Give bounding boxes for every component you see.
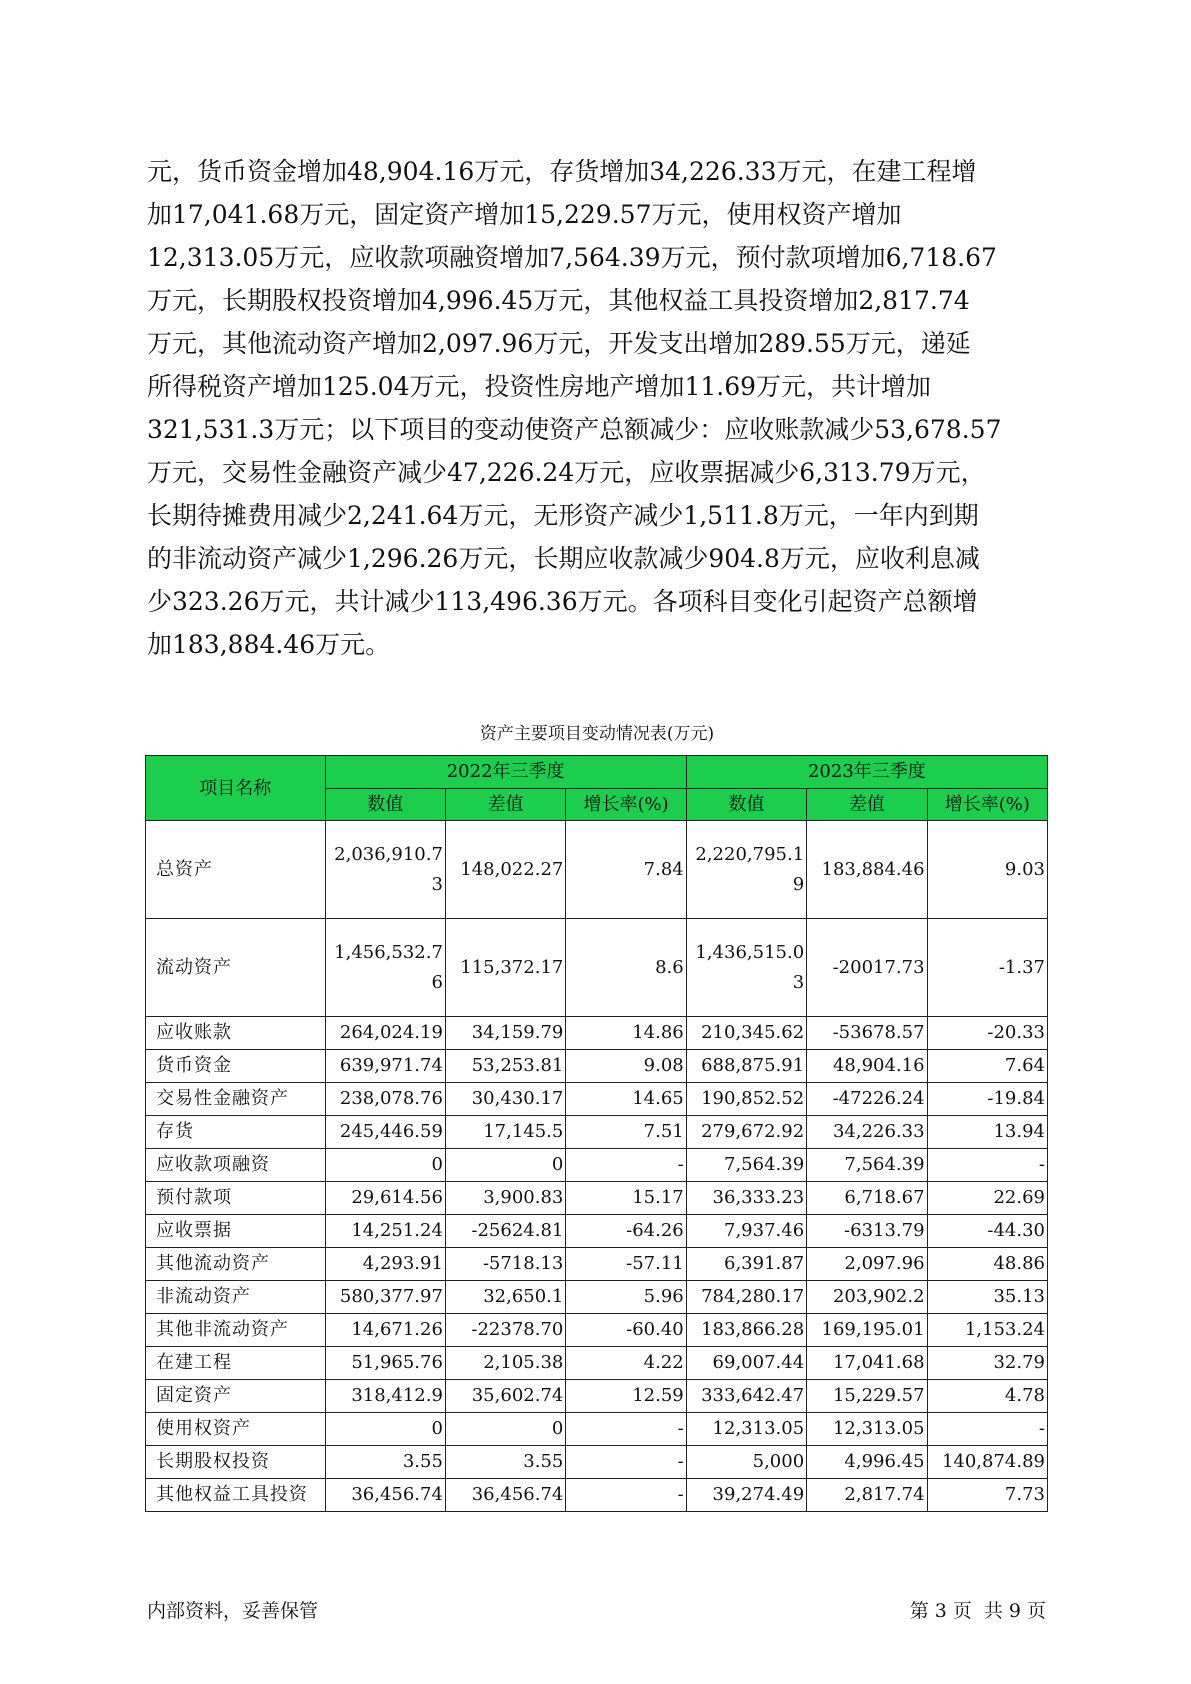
table-row <box>146 1380 1048 1413</box>
diff-2022-cell: 34,159.79 <box>445 1017 565 1050</box>
table-row <box>146 1347 1048 1380</box>
value-2022-cell: 238,078.76 <box>325 1083 445 1116</box>
item-name-cell: 交易性金融资产 <box>146 1083 326 1116</box>
value-2023-cell: 2,220,795.19 <box>686 821 806 919</box>
value-2023-cell: 190,852.52 <box>686 1083 806 1116</box>
item-name-cell: 应收票据 <box>146 1215 326 1248</box>
diff-2022-cell: 3.55 <box>445 1446 565 1479</box>
growth-2022-cell: -64.26 <box>566 1215 686 1248</box>
table-row <box>146 1446 1048 1479</box>
value-2022-cell: 3.55 <box>325 1446 445 1479</box>
item-name-cell: 在建工程 <box>146 1347 326 1380</box>
diff-header-2023: 差值 <box>807 788 927 821</box>
value-2022-cell: 36,456.74 <box>325 1479 445 1512</box>
value-2023-cell: 39,274.49 <box>686 1479 806 1512</box>
table-row <box>146 1050 1048 1083</box>
growth-header-2022: 增长率(%) <box>566 788 686 821</box>
paragraph-line: 12,313.05万元，应收款项融资增加7,564.39万元，预付款项增加6,718.67 <box>147 243 997 272</box>
table-row <box>146 1479 1048 1512</box>
item-name-cell: 存货 <box>146 1116 326 1149</box>
item-name-cell: 其他流动资产 <box>146 1248 326 1281</box>
table-row <box>146 821 1048 919</box>
body-paragraph <box>147 150 1047 666</box>
diff-2023-cell: 15,229.57 <box>807 1380 927 1413</box>
period-2023-header: 2023年三季度 <box>686 756 1047 789</box>
table-row <box>146 1248 1048 1281</box>
growth-2023-cell: 13.94 <box>927 1116 1047 1149</box>
diff-2023-cell: 203,902.2 <box>807 1281 927 1314</box>
page-word: 第 <box>909 1600 929 1622</box>
table-body <box>146 821 1048 1512</box>
paragraph-line: 万元，其他流动资产增加2,097.96万元，开发支出增加289.55万元，递延 <box>147 329 971 358</box>
growth-2023-cell: 48.86 <box>927 1248 1047 1281</box>
diff-2022-cell: 30,430.17 <box>445 1083 565 1116</box>
total-unit: 页 <box>1026 1600 1046 1622</box>
diff-2022-cell: 148,022.27 <box>445 821 565 919</box>
paragraph-line: 万元，交易性金融资产减少47,226.24万元，应收票据减少6,313.79万元， <box>147 458 986 487</box>
growth-2023-cell: 32.79 <box>927 1347 1047 1380</box>
period-2022-header: 2022年三季度 <box>325 756 686 789</box>
growth-2023-cell: 9.03 <box>927 821 1047 919</box>
item-name-cell: 应收款项融资 <box>146 1149 326 1182</box>
item-name-cell: 流动资产 <box>146 919 326 1017</box>
diff-2022-cell: 35,602.74 <box>445 1380 565 1413</box>
growth-2022-cell: 7.84 <box>566 821 686 919</box>
growth-2022-cell: 15.17 <box>566 1182 686 1215</box>
value-2022-cell: 264,024.19 <box>325 1017 445 1050</box>
value-2022-cell: 245,446.59 <box>325 1116 445 1149</box>
growth-2023-cell: 7.73 <box>927 1479 1047 1512</box>
table-row <box>146 1314 1048 1347</box>
growth-2022-cell: 7.51 <box>566 1116 686 1149</box>
diff-2022-cell: 0 <box>445 1149 565 1182</box>
diff-2023-cell: 6,718.67 <box>807 1182 927 1215</box>
value-2022-cell: 0 <box>325 1413 445 1446</box>
diff-2022-cell: 115,372.17 <box>445 919 565 1017</box>
item-name-cell: 使用权资产 <box>146 1413 326 1446</box>
value-2023-cell: 36,333.23 <box>686 1182 806 1215</box>
diff-2023-cell: 2,817.74 <box>807 1479 927 1512</box>
diff-2022-cell: 53,253.81 <box>445 1050 565 1083</box>
item-name-cell: 预付款项 <box>146 1182 326 1215</box>
diff-2022-cell: -5718.13 <box>445 1248 565 1281</box>
item-name-cell: 总资产 <box>146 821 326 919</box>
table-row <box>146 919 1048 1017</box>
total-word: 共 <box>983 1600 1003 1622</box>
value-2022-cell: 639,971.74 <box>325 1050 445 1083</box>
value-header-2023: 数值 <box>686 788 806 821</box>
paragraph-line: 少323.26万元，共计减少113,496.36万元。各项科目变化引起资产总额增 <box>147 587 978 616</box>
growth-2022-cell: 14.86 <box>566 1017 686 1050</box>
growth-2022-cell: - <box>566 1149 686 1182</box>
diff-header-2022: 差值 <box>445 788 565 821</box>
growth-2023-cell: 4.78 <box>927 1380 1047 1413</box>
confidential-note: 内部资料，妥善保管 <box>147 1600 319 1622</box>
item-name-cell: 长期股权投资 <box>146 1446 326 1479</box>
item-name-cell: 其他非流动资产 <box>146 1314 326 1347</box>
table-row <box>146 1083 1048 1116</box>
table-row <box>146 1413 1048 1446</box>
value-2023-cell: 69,007.44 <box>686 1347 806 1380</box>
diff-2022-cell: 17,145.5 <box>445 1116 565 1149</box>
diff-2023-cell: -6313.79 <box>807 1215 927 1248</box>
growth-2023-cell: 7.64 <box>927 1050 1047 1083</box>
diff-2023-cell: -47226.24 <box>807 1083 927 1116</box>
diff-2022-cell: 32,650.1 <box>445 1281 565 1314</box>
diff-2022-cell: -25624.81 <box>445 1215 565 1248</box>
value-2023-cell: 1,436,515.03 <box>686 919 806 1017</box>
diff-2023-cell: 7,564.39 <box>807 1149 927 1182</box>
asset-change-table <box>145 755 1048 1512</box>
value-2022-cell: 2,036,910.73 <box>325 821 445 919</box>
paragraph-line: 所得税资产增加125.04万元，投资性房地产增加11.69万元，共计增加 <box>147 372 932 401</box>
diff-2023-cell: 12,313.05 <box>807 1413 927 1446</box>
growth-2023-cell: 35.13 <box>927 1281 1047 1314</box>
growth-header-2023: 增长率(%) <box>927 788 1047 821</box>
value-2023-cell: 7,564.39 <box>686 1149 806 1182</box>
value-2022-cell: 29,614.56 <box>325 1182 445 1215</box>
value-2022-cell: 4,293.91 <box>325 1248 445 1281</box>
growth-2022-cell: 5.96 <box>566 1281 686 1314</box>
growth-2022-cell: - <box>566 1413 686 1446</box>
growth-2023-cell: -1.37 <box>927 919 1047 1017</box>
item-name-header: 项目名称 <box>146 756 326 821</box>
value-2023-cell: 7,937.46 <box>686 1215 806 1248</box>
value-2023-cell: 210,345.62 <box>686 1017 806 1050</box>
paragraph-line: 元，货币资金增加48,904.16万元，存货增加34,226.33万元，在建工程增 <box>147 157 977 186</box>
value-2022-cell: 14,251.24 <box>325 1215 445 1248</box>
growth-2023-cell: -20.33 <box>927 1017 1047 1050</box>
page-total: 9 <box>1008 1600 1021 1622</box>
growth-2023-cell: - <box>927 1149 1047 1182</box>
value-2023-cell: 279,672.92 <box>686 1116 806 1149</box>
value-2022-cell: 1,456,532.76 <box>325 919 445 1017</box>
item-name-cell: 其他权益工具投资 <box>146 1479 326 1512</box>
growth-2022-cell: - <box>566 1479 686 1512</box>
value-2022-cell: 0 <box>325 1149 445 1182</box>
diff-2022-cell: 0 <box>445 1413 565 1446</box>
table-row <box>146 1281 1048 1314</box>
diff-2023-cell: -20017.73 <box>807 919 927 1017</box>
diff-2022-cell: -22378.70 <box>445 1314 565 1347</box>
item-name-cell: 货币资金 <box>146 1050 326 1083</box>
diff-2023-cell: -53678.57 <box>807 1017 927 1050</box>
diff-2023-cell: 34,226.33 <box>807 1116 927 1149</box>
value-2023-cell: 12,313.05 <box>686 1413 806 1446</box>
diff-2023-cell: 17,041.68 <box>807 1347 927 1380</box>
diff-2022-cell: 2,105.38 <box>445 1347 565 1380</box>
growth-2023-cell: 140,874.89 <box>927 1446 1047 1479</box>
diff-2022-cell: 36,456.74 <box>445 1479 565 1512</box>
paragraph-line: 长期待摊费用减少2,241.64万元，无形资产减少1,511.8万元，一年内到期 <box>147 501 979 530</box>
paragraph-line: 加17,041.68万元，固定资产增加15,229.57万元，使用权资产增加 <box>147 200 902 229</box>
value-2023-cell: 183,866.28 <box>686 1314 806 1347</box>
paragraph-line: 加183,884.46万元。 <box>147 630 391 659</box>
item-name-cell: 非流动资产 <box>146 1281 326 1314</box>
value-2022-cell: 318,412.9 <box>325 1380 445 1413</box>
diff-2022-cell: 3,900.83 <box>445 1182 565 1215</box>
diff-2023-cell: 183,884.46 <box>807 821 927 919</box>
paragraph-line: 万元，长期股权投资增加4,996.45万元，其他权益工具投资增加2,817.74 <box>147 286 970 315</box>
table-row <box>146 1215 1048 1248</box>
diff-2023-cell: 48,904.16 <box>807 1050 927 1083</box>
growth-2022-cell: 14.65 <box>566 1083 686 1116</box>
paragraph-line: 321,531.3万元；以下项目的变动使资产总额减少：应收账款减少53,678.57 <box>147 415 1002 444</box>
growth-2023-cell: 22.69 <box>927 1182 1047 1215</box>
table-header <box>146 756 1048 821</box>
table-title: 资产主要项目变动情况表(万元) <box>479 724 715 744</box>
growth-2022-cell: 4.22 <box>566 1347 686 1380</box>
page-indicator <box>904 1596 1046 1623</box>
value-2023-cell: 688,875.91 <box>686 1050 806 1083</box>
table-row <box>146 1116 1048 1149</box>
paragraph-line: 的非流动资产减少1,296.26万元，长期应收款减少904.8万元，应收利息减 <box>147 544 980 573</box>
table-row <box>146 1149 1048 1182</box>
value-2023-cell: 333,642.47 <box>686 1380 806 1413</box>
value-2022-cell: 14,671.26 <box>325 1314 445 1347</box>
growth-2022-cell: 9.08 <box>566 1050 686 1083</box>
item-name-cell: 应收账款 <box>146 1017 326 1050</box>
value-2023-cell: 6,391.87 <box>686 1248 806 1281</box>
table-row <box>146 1182 1048 1215</box>
value-2023-cell: 784,280.17 <box>686 1281 806 1314</box>
value-header-2022: 数值 <box>325 788 445 821</box>
page-unit: 页 <box>952 1600 972 1622</box>
value-2023-cell: 5,000 <box>686 1446 806 1479</box>
diff-2023-cell: 4,996.45 <box>807 1446 927 1479</box>
value-2022-cell: 580,377.97 <box>325 1281 445 1314</box>
page-current: 3 <box>934 1600 947 1622</box>
growth-2023-cell: 1,153.24 <box>927 1314 1047 1347</box>
growth-2023-cell: -44.30 <box>927 1215 1047 1248</box>
growth-2022-cell: -60.40 <box>566 1314 686 1347</box>
growth-2022-cell: 12.59 <box>566 1380 686 1413</box>
growth-2023-cell: - <box>927 1413 1047 1446</box>
value-2022-cell: 51,965.76 <box>325 1347 445 1380</box>
table-row <box>146 1017 1048 1050</box>
growth-2022-cell: 8.6 <box>566 919 686 1017</box>
item-name-cell: 固定资产 <box>146 1380 326 1413</box>
table-header-row <box>146 756 1048 789</box>
diff-2023-cell: 169,195.01 <box>807 1314 927 1347</box>
growth-2022-cell: - <box>566 1446 686 1479</box>
growth-2023-cell: -19.84 <box>927 1083 1047 1116</box>
growth-2022-cell: -57.11 <box>566 1248 686 1281</box>
diff-2023-cell: 2,097.96 <box>807 1248 927 1281</box>
